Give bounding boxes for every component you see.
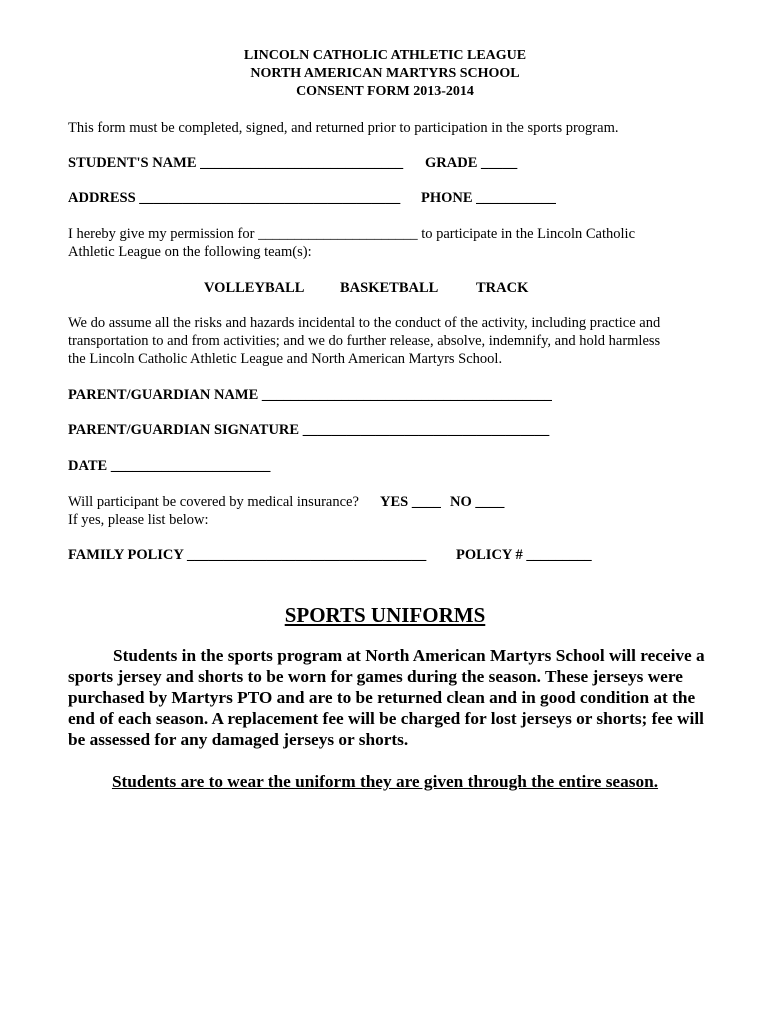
student-name-field[interactable]: STUDENT'S NAME ____________________________: [68, 155, 404, 171]
insurance-yes-field[interactable]: YES ____: [380, 494, 441, 510]
grade-field[interactable]: GRADE _____: [425, 155, 518, 171]
sports-uniforms-note: Students are to wear the uniform they are given through the entire season.: [111, 772, 659, 791]
permission-text-line2: Athletic League on the following team(s):: [68, 244, 312, 260]
team-volleyball[interactable]: VOLLEYBALL: [204, 280, 305, 296]
insurance-question: Will participant be covered by medical insurance?: [68, 494, 359, 510]
address-field[interactable]: ADDRESS ____________________________________: [68, 190, 401, 206]
insurance-no-field[interactable]: NO ____: [450, 494, 505, 510]
policy-number-field[interactable]: POLICY # _________: [456, 547, 592, 563]
team-basketball[interactable]: BASKETBALL: [340, 280, 439, 296]
insurance-list-prompt: If yes, please list below:: [68, 512, 209, 528]
team-track[interactable]: TRACK: [476, 280, 529, 296]
family-policy-field[interactable]: FAMILY POLICY _________________________________: [68, 547, 427, 563]
date-field[interactable]: DATE ______________________: [68, 458, 271, 474]
sports-uniforms-body: Students in the sports program at North American Martyrs School will receive a sports jersey and shorts to be worn for games during the season. These jerseys were purchased by Martyrs PTO and are to be returned clean and in good condition at the end of each season. A replacement fee will be charged for lost jerseys or shorts; fee will be assessed for any damaged jerseys or shorts.: [68, 646, 705, 749]
waiver-text-line3: the Lincoln Catholic Athletic League and North American Martyrs School.: [68, 351, 503, 367]
form-title: CONSENT FORM 2013-2014: [296, 84, 474, 99]
waiver-text-line2: transportation to and from activities; and we do further release, absolve, indemnify, and hold harmless: [68, 333, 661, 349]
waiver-text-line1: We do assume all the risks and hazards incidental to the conduct of the activity, including practice and: [68, 315, 661, 331]
school-title: NORTH AMERICAN MARTYRS SCHOOL: [250, 66, 520, 81]
guardian-name-field[interactable]: PARENT/GUARDIAN NAME ________________________________________: [68, 387, 552, 403]
permission-text-line1[interactable]: I hereby give my permission for ______________________ to participate in the Lincoln Catholic: [68, 226, 636, 242]
intro-text: This form must be completed, signed, and returned prior to participation in the sports program.: [68, 120, 619, 136]
phone-field[interactable]: PHONE ___________: [421, 190, 556, 206]
league-title: LINCOLN CATHOLIC ATHLETIC LEAGUE: [243, 48, 527, 63]
guardian-signature-field[interactable]: PARENT/GUARDIAN SIGNATURE __________________________________: [68, 422, 550, 438]
sports-uniforms-heading: SPORTS UNIFORMS: [284, 603, 486, 627]
